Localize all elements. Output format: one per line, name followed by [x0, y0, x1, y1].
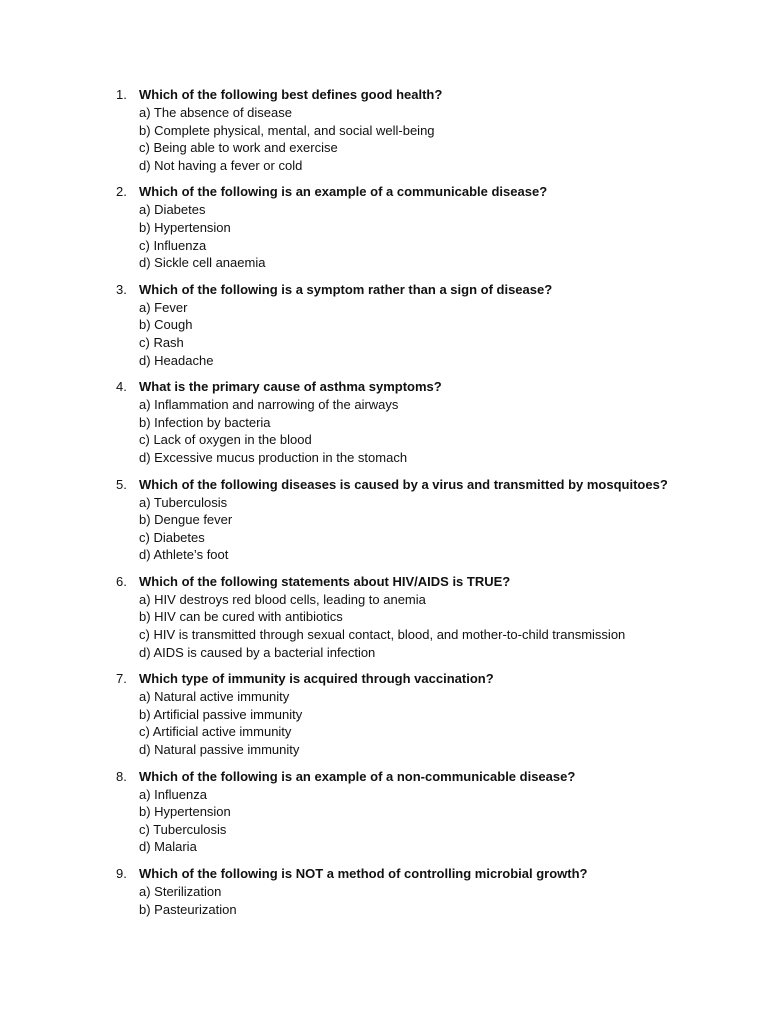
answer-option: b) Artificial passive immunity	[139, 706, 303, 722]
answer-option: c) Artificial active immunity	[139, 724, 292, 740]
question-text: Which type of immunity is acquired through vaccination?	[139, 671, 494, 687]
question-number: 7.	[116, 671, 127, 687]
answer-options	[139, 494, 768, 564]
question-number: 4.	[116, 379, 127, 395]
question-text: Which of the following is an example of a communicable disease?	[139, 184, 548, 200]
answer-option: b) HIV can be cured with antibiotics	[139, 609, 343, 625]
question-item	[0, 476, 768, 564]
question-text: Which of the following best defines good health?	[139, 87, 443, 102]
answer-options	[139, 883, 768, 918]
question-item	[0, 768, 768, 856]
answer-option: a) Natural active immunity	[139, 689, 290, 705]
answer-option: c) Being able to work and exercise	[139, 140, 338, 156]
answer-option: b) Pasteurization	[139, 901, 237, 917]
answer-option: d) Athlete’s foot	[139, 547, 229, 563]
answer-option: b) Cough	[139, 317, 193, 333]
answer-option: a) Inflammation and narrowing of the airways	[139, 397, 399, 413]
answer-option: a) Tuberculosis	[139, 494, 228, 510]
answer-option: c) HIV is transmitted through sexual contact, blood, and mother-to-child transmission	[139, 627, 626, 643]
answer-option: b) Infection by bacteria	[139, 414, 271, 430]
question-number: 3.	[116, 281, 127, 297]
answer-options	[139, 299, 768, 369]
answer-option: a) Sterilization	[139, 884, 222, 899]
answer-option: a) HIV destroys red blood cells, leading to anemia	[139, 591, 426, 607]
question-number: 2.	[116, 184, 127, 200]
question-item	[0, 183, 768, 271]
question-text: Which of the following is an example of a non-communicable disease?	[139, 768, 576, 784]
answer-options	[139, 688, 768, 758]
question-item	[0, 865, 768, 918]
answer-option: a) Diabetes	[139, 202, 206, 218]
answer-options	[139, 104, 768, 174]
answer-option: c) Influenza	[139, 237, 207, 253]
answer-option: d) Headache	[139, 352, 214, 368]
question-number: 9.	[116, 866, 127, 881]
answer-option: a) The absence of disease	[139, 105, 292, 120]
answer-options	[139, 201, 768, 271]
answer-option: c) Rash	[139, 334, 184, 350]
answer-option: d) Malaria	[139, 839, 197, 855]
answer-option: d) Sickle cell anaemia	[139, 255, 266, 271]
answer-option: d) Excessive mucus production in the stomach	[139, 449, 408, 465]
question-number: 1.	[116, 87, 127, 102]
answer-option: b) Hypertension	[139, 219, 231, 235]
answer-option: d) Not having a fever or cold	[139, 157, 303, 173]
answer-option: b) Hypertension	[139, 804, 231, 820]
answer-option: a) Influenza	[139, 786, 207, 802]
question-text: Which of the following diseases is caused by a virus and transmitted by mosquitoes?	[139, 476, 668, 492]
answer-option: d) Natural passive immunity	[139, 742, 300, 758]
question-text: Which of the following is NOT a method of controlling microbial growth?	[139, 866, 588, 881]
answer-option: b) Complete physical, mental, and social well-being	[139, 122, 435, 138]
question-item	[0, 378, 768, 466]
answer-option: b) Dengue fever	[139, 512, 233, 528]
answer-option: c) Tuberculosis	[139, 821, 227, 837]
answer-option: c) Lack of oxygen in the blood	[139, 432, 312, 448]
question-item	[0, 670, 768, 758]
question-text: What is the primary cause of asthma symptoms?	[139, 379, 442, 395]
question-text: Which of the following is a symptom rather than a sign of disease?	[139, 281, 553, 297]
answer-option: a) Fever	[139, 299, 188, 315]
question-item	[0, 281, 768, 369]
document-page	[0, 86, 768, 927]
question-text: Which of the following statements about HIV/AIDS is TRUE?	[139, 573, 511, 589]
question-item	[0, 573, 768, 661]
question-number: 6.	[116, 573, 127, 589]
question-number: 5.	[116, 476, 127, 492]
question-number: 8.	[116, 768, 127, 784]
answer-options	[139, 786, 768, 856]
answer-option: c) Diabetes	[139, 529, 205, 545]
question-item	[0, 86, 768, 174]
answer-option: d) AIDS is caused by a bacterial infection	[139, 644, 376, 660]
answer-options	[139, 591, 768, 661]
answer-options	[139, 396, 768, 466]
